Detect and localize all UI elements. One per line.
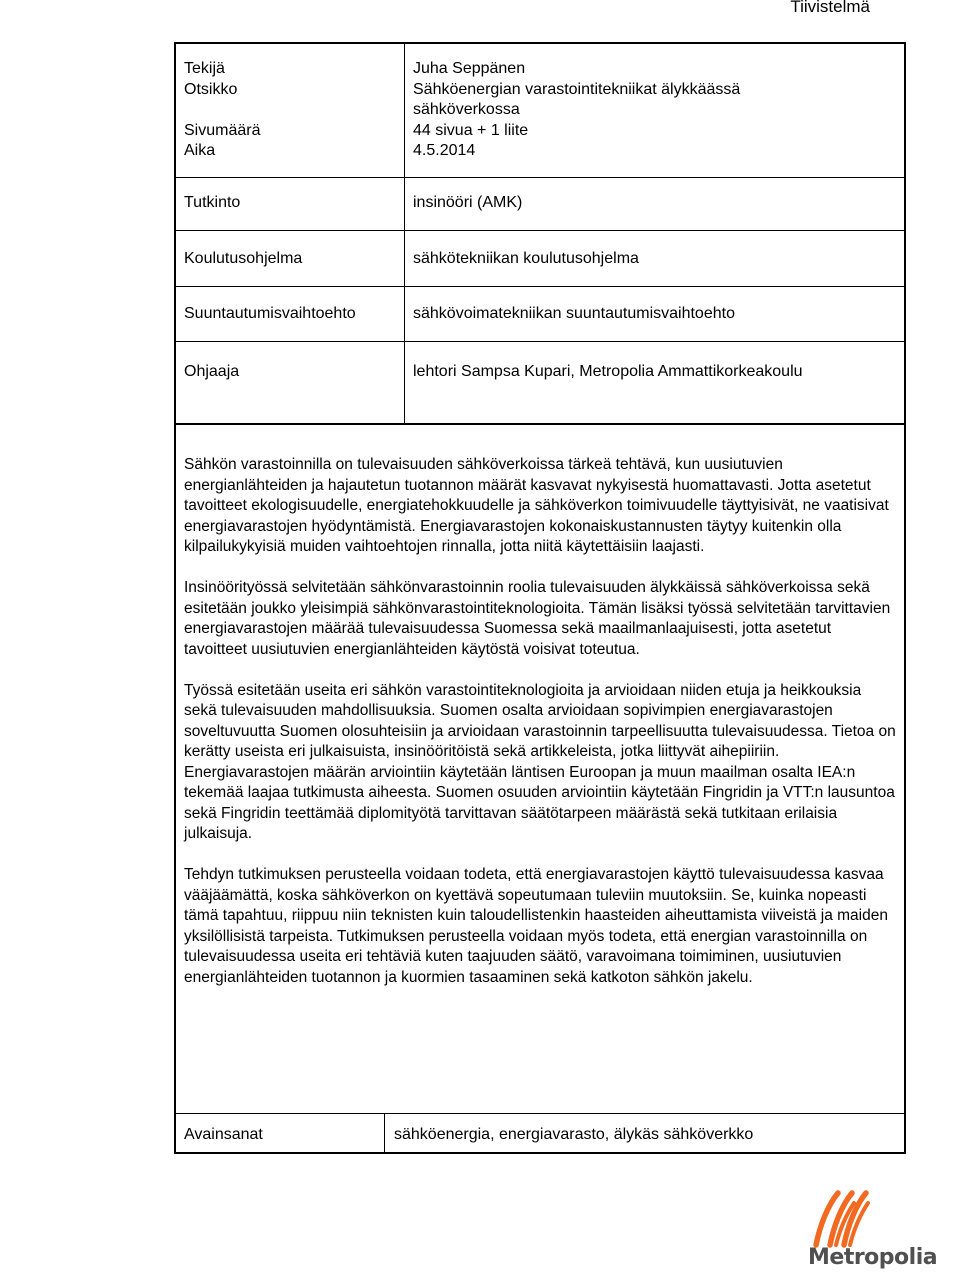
programme-value: sähkötekniikan koulutusohjelma (413, 250, 639, 267)
title-label: Otsikko (184, 80, 238, 98)
pages-label: Sivumäärä (184, 121, 261, 139)
degree-label: Tutkinto (184, 194, 241, 211)
row-divider (176, 341, 904, 342)
pages-value: 44 sivua + 1 liite (413, 121, 529, 139)
row-divider (176, 423, 904, 425)
title-value-line1: Sähköenergian varastointitekniikat älykkäässä (413, 80, 741, 98)
keywords-value: sähköenergia, energiavarasto, älykäs sähköverkko (394, 1126, 754, 1143)
title-value-line2: sähköverkossa (413, 101, 520, 118)
row-divider (176, 230, 904, 231)
page-header-title: Tiivistelmä (790, 0, 870, 16)
specialisation-label: Suuntautumisvaihtoehto (184, 305, 356, 322)
row-divider (176, 286, 904, 287)
programme-label: Koulutusohjelma (184, 250, 303, 267)
abstract-paragraph: Insinöörityössä selvitetään sähkönvarastoinnin roolia tulevaisuuden älykkäissä sähköverkoissa sekä esitetään joukko yleisimpiä sähkönvarastointiteknologioita. Tämän lisäksi työssä selvitetään tarvittavien energiavarastojen määrää tulevaisuudessa Suomessa sekä maailmanlaajuisesti, jotta asetetut tavoitteet uusiutuvien energianlähteiden käytöstä voisivat toteutua. (184, 579, 891, 658)
instructor-label: Ohjaaja (184, 363, 240, 380)
column-divider (404, 44, 405, 423)
abstract-paragraph: Työssä esitetään useita eri sähkön varastointiteknologioita ja arvioidaan niiden etuja ja heikkouksia sekä tulevaisuuden mahdollisuuksia. Suomen osalta arvioidaan sopivimpien energiavarastojen soveltuvuutta Suomen olosuhteisiin ja arvioidaan varastoinnin tarpeellisuutta tulevaisuudessa. Tietoa on kerätty useista eri julkaisuista, insinööritöistä sekä artikkeleista, jotka liittyvät aihepiiriin. Energiavarastojen määrän arviointiin käytetään läntisen Euroopan ja muun maailman osalta IEA:n tekemää laajaa tutkimusta aiheesta. Suomen osuuden arviointiin käytetään Fingridin ja VTT:n lausuntoa sekä Fingridin teettämää diplomityötä tarvittavan säätötarpeen määrästä sekä tutkitaan erilaisia julkaisuja. (184, 681, 896, 842)
degree-value: insinööri (AMK) (413, 194, 523, 211)
author-label: Tekijä (184, 60, 225, 77)
abstract-paragraph: Sähkön varastoinnilla on tulevaisuuden sähköverkoissa tärkeä tehtävä, kun uusiutuvien energianlähteiden ja hajautetun tuotannon määrät kasvavat nykyisestä huomattavasti. Jotta asetetut tavoitteet ekologisuudelle, energiatehokkuudelle ja sähköverkon toimivuudelle täyttyisivät, ne vaatisivat energiavarastojen hyödyntämistä. Energiavarastojen kokonaiskustannusten täytyy kuitenkin olla kilpailukykyisiä muiden vaihtoehtojen rinnalla, jotta niitä käytettäisiin laajasti. (184, 456, 889, 555)
abstract-paragraph: Tehdyn tutkimuksen perusteella voidaan todeta, että energiavarastojen käyttö tulevaisuudessa kasvaa vääjäämättä, koska sähköverkon on kyettävä sopeutumaan tuleviin muutoksiin. Se, kuinka nopeasti tämä tapahtuu, riippuu niin teknisten kuin taloudellistenkin haasteiden aiheuttamista viiveistä ja maiden yksilöllisistä tarpeista. Tutkimuksen perusteella voidaan myös todeta, että energian varastoinnilla on tulevaisuudessa useita eri tehtäviä kuten taajuuden säätö, varavoimana toimiminen, uusiutuvien energianlähteiden tuotannon ja kuormien tasaaminen sekä katkoton sähkön jakelu. (184, 866, 888, 986)
date-value: 4.5.2014 (413, 142, 476, 159)
metropolia-logo-text: Metropolia (808, 1245, 938, 1270)
abstract-body (184, 455, 896, 1009)
abstract-form (174, 42, 906, 1154)
row-divider (176, 1113, 904, 1114)
author-value: Juha Seppänen (413, 60, 526, 77)
date-label: Aika (184, 142, 216, 159)
instructor-value: lehtori Sampsa Kupari, Metropolia Ammattikorkeakoulu (413, 363, 803, 380)
row-divider (176, 177, 904, 178)
keywords-divider (384, 1113, 385, 1154)
specialisation-value: sähkövoimatekniikan suuntautumisvaihtoehto (413, 305, 735, 322)
keywords-label: Avainsanat (184, 1126, 263, 1143)
